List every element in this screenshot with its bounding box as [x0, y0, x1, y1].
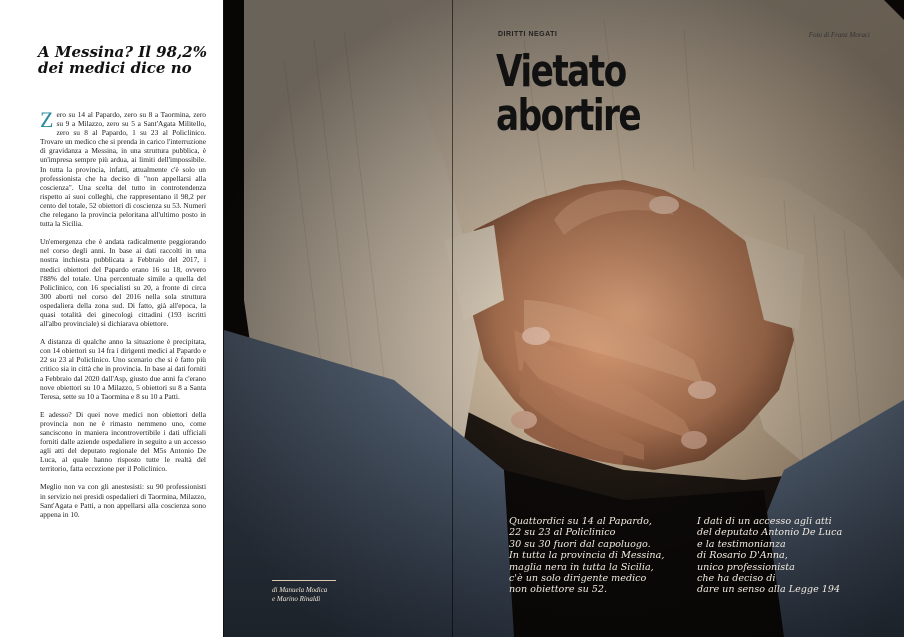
caption-right-line: I dati di un accesso agli atti — [697, 516, 832, 527]
caption-left-line: In tutta la provincia di Messina, — [509, 550, 665, 562]
caption-left — [509, 516, 695, 596]
caption-right-line: di Rosario D'Anna, — [697, 550, 788, 562]
section-kicker: DIRITTI NEGATI — [498, 31, 558, 38]
article-paragraph-2: Un'emergenza che è andata radicalmente peggiorando nel corso degli anni. In base ai dati raccolti in una nostra inchiesta pubblicata a Febbraio del 2017, i medici obiettori del Papardo erano 16 su 18, ovvero l'88% del totale. Una percentuale simile a quella del Policlinico, con 16 specialisti su 20, a fronte di circa 300 aborti nel corso del 2016 nella sola struttura ospedaliera della zona sud. Di fatto, già all'epoca, la quasi totalità dei ginecologi cittadini (193 iscritti all'albo provinciale) si dichiarava obiettore. — [40, 237, 206, 329]
caption-left-line: non obiettore su 52. — [509, 584, 608, 596]
drop-cap: Z — [40, 107, 54, 132]
byline-line1: di Manuela Modica — [272, 586, 328, 594]
article-paragraph-4: E adesso? Di quei nove medici non obiettori della provincia non ne è rimasto nemmeno uno, come sanciscono in maniera incontrovertibile i dati ufficiali forniti dalle aziende ospedaliere in seguito a un accesso agli atti del deputato regionale del M5s Antonio De Luca, al quale hanno risposto tutte le realtà del territorio, fatta eccezione per il Policlinico. — [40, 409, 206, 474]
caption-left-line: 30 su 30 fuori dal capoluogo. — [509, 538, 651, 550]
article-body — [40, 107, 206, 528]
caption-right-line: e la testimonianza — [697, 538, 786, 550]
page-gutter — [452, 0, 453, 637]
caption-right-line: unico professionista — [697, 561, 795, 573]
caption-right — [697, 516, 897, 596]
headline-line1: Vietato — [496, 46, 626, 97]
byline-line2: e Marino Rinaldi — [272, 595, 321, 603]
left-text-column — [0, 0, 224, 637]
sidebar-title — [38, 44, 208, 76]
headline — [496, 46, 668, 141]
caption-right-line: del deputato Antonio De Luca — [697, 527, 843, 539]
caption-left-line: Quattordici su 14 al Papardo, — [509, 516, 652, 527]
article-paragraph-5: Meglio non va con gli anestesisti: su 90 professionisti in servizio nei presidi ospedalieri di Taormina, Milazzo, Sant'Agata e Patti, a non appellarsi alla coscienza sono appena in 10. — [40, 482, 206, 519]
sidebar-title-line2: dei medici dice no — [38, 59, 192, 77]
caption-right-line: dare un senso alla Legge 194 — [697, 584, 841, 596]
caption-right-line: che ha deciso di — [697, 573, 776, 585]
article-paragraph-1 — [40, 107, 206, 229]
article-paragraph-3: A distanza di qualche anno la situazione è precipitata, con 14 obiettori su 14 fra i dirigenti medici al Papardo e 22 su 23 al Policlinico. Uno scenario che si è fatto più critico sia in città che in provincia. In base ai dati forniti a Febbraio dal 2020 dall'Asp, giusto due anni fa c'erano nove obiettori su 10 a Milazzo, 5 obiettori su 8 a Santa Teresa, sette su 10 a Taormina e 8 su 10 a Patti. — [40, 337, 206, 401]
caption-left-line: 22 su 23 al Policlinico — [509, 527, 616, 539]
byline — [272, 580, 336, 604]
caption-left-line: c'è un solo dirigente medico — [509, 573, 647, 585]
headline-line2: abortire — [496, 90, 641, 141]
sidebar-title-line1: A Messina? Il 98,2% — [38, 43, 207, 61]
caption-left-line: maglia nera in tutta la Sicilia, — [509, 561, 654, 573]
article-paragraph-1-text: ero su 14 al Papardo, zero su 8 a Taormina, zero su 9 a Milazzo, zero su 5 a Sant'Agata Militello, zero su 8 al Papardo, 1 su 23 al Policlinico. Trovare un medico che si prenda in carico l'interruzione di gravidanza a Messina, in una struttura pubblica, è un'impresa sempre più ardua, ai limiti dell'impossibile. In tutta la provincia, infatti, attualmente c'è solo un professionista che ha deciso di "non appellarsi alla coscienza". Una scelta del tutto in controtendenza rispetto ai suoi colleghi, che rappresentano il 98,2 per cento del totale, 52 obiettori di coscienza su 53. Numeri che relegano la provincia peloritana all'ultimo posto in tutta la Sicilia. — [40, 110, 206, 229]
photo-credit: Foto di Franz Moraci — [808, 31, 870, 39]
